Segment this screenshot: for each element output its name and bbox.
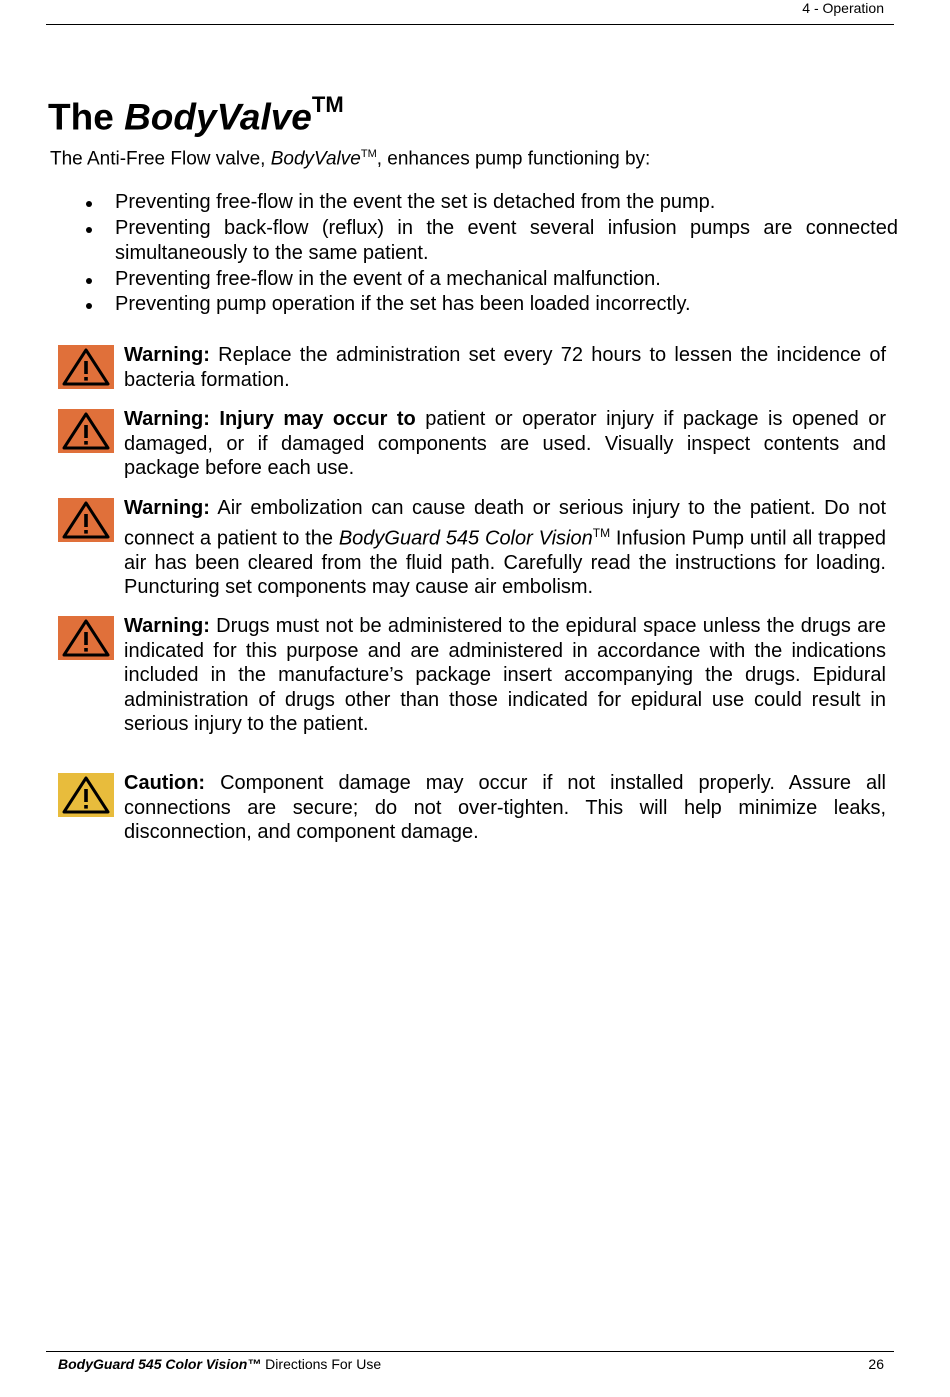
caution-icon — [58, 773, 114, 817]
page-number: 26 — [868, 1356, 884, 1372]
warning-product: BodyGuard 545 Color Vision — [338, 527, 593, 550]
header-rule — [46, 24, 894, 25]
warning-icon — [58, 498, 114, 542]
caution-label: Caution: — [124, 772, 206, 794]
feature-list — [86, 190, 898, 318]
warning-triangle-graphic — [58, 409, 114, 453]
running-header: 4 - Operation — [802, 0, 884, 16]
list-item — [86, 216, 898, 267]
list-item — [86, 267, 898, 293]
list-item — [86, 292, 898, 318]
warning-label: Warning: — [124, 497, 210, 519]
title-product: BodyValve — [124, 96, 312, 138]
intro-paragraph — [50, 142, 650, 171]
warning-text — [124, 407, 886, 481]
intro-trademark: TM — [360, 148, 377, 160]
list-item-text: Preventing free-flow in the event the set is detached from the pump. — [115, 191, 716, 213]
warning-body: Infusion Pump until all trapped air has been cleared from the fluid path. Carefully read the instructions for loading. Puncturing set components may cause air embolism. — [124, 527, 886, 599]
warning-label: Warning: — [124, 615, 210, 637]
warning-body: patient or operator injury if package is opened or damaged, or if damaged components are used. Visually inspect contents and package before each use. — [124, 408, 886, 480]
bullet-icon — [86, 278, 92, 284]
warning-notice — [58, 407, 886, 481]
footer-product: BodyGuard 545 Color Vision™ — [58, 1356, 262, 1372]
warning-body: Drugs must not be administered to the epidural space unless the drugs are indicated for this purpose and are administered in accordance with the indications included in the manufacture’s package insert accompanying the drugs. Epidural administration of drugs other than those indicated for epidural use could result in serious injury to the patient. — [124, 615, 886, 736]
warning-triangle-graphic — [58, 345, 114, 389]
page-title — [48, 86, 344, 140]
warning-triangle-graphic — [58, 616, 114, 660]
warning-trademark: TM — [592, 525, 611, 540]
warning-notice — [58, 614, 886, 737]
caution-notice — [58, 771, 886, 845]
warning-triangle-graphic — [58, 498, 114, 542]
bullet-icon — [86, 227, 92, 233]
warning-notice — [58, 343, 886, 392]
title-prefix: The — [48, 96, 125, 138]
warning-text — [124, 614, 886, 737]
list-item — [86, 190, 898, 216]
warning-icon — [58, 616, 114, 660]
warning-text — [124, 496, 886, 600]
intro-text-after: , enhances pump functioning by: — [376, 148, 651, 170]
list-item-text: Preventing free-flow in the event of a mechanical malfunction. — [115, 267, 661, 290]
list-item-text: Preventing pump operation if the set has been loaded incorrectly. — [115, 293, 691, 315]
caution-body: Component damage may occur if not installed properly. Assure all connections are secure; do not over-tighten. This will help minimize leaks, disconnection, and component damage. — [124, 772, 886, 844]
warning-icon — [58, 345, 114, 389]
bullet-icon — [86, 201, 92, 207]
footer-doc-name: Directions For Use — [261, 1356, 382, 1372]
title-trademark: TM — [311, 92, 344, 117]
warning-icon — [58, 409, 114, 453]
footer-rule — [46, 1351, 894, 1352]
warning-label: Warning: Injury may occur to — [124, 408, 416, 430]
warning-text — [124, 343, 886, 392]
warning-notice — [58, 496, 886, 600]
warning-body: Air embolization can cause death or serious injury to the patient. Do not connect a patient to the — [124, 497, 886, 550]
footer-title — [58, 1356, 381, 1372]
caution-triangle-graphic — [58, 773, 114, 817]
intro-product: BodyValve — [270, 148, 361, 170]
intro-text-before: The Anti-Free Flow valve, — [50, 148, 271, 170]
warning-label: Warning: — [124, 344, 210, 366]
caution-text — [124, 771, 886, 845]
list-item-text: Preventing back-flow (reflux) in the event several infusion pumps are connected simultaneously to the same patient. — [115, 216, 898, 264]
warning-body: Replace the administration set every 72 hours to lessen the incidence of bacteria formation. — [124, 344, 886, 391]
bullet-icon — [86, 303, 92, 309]
